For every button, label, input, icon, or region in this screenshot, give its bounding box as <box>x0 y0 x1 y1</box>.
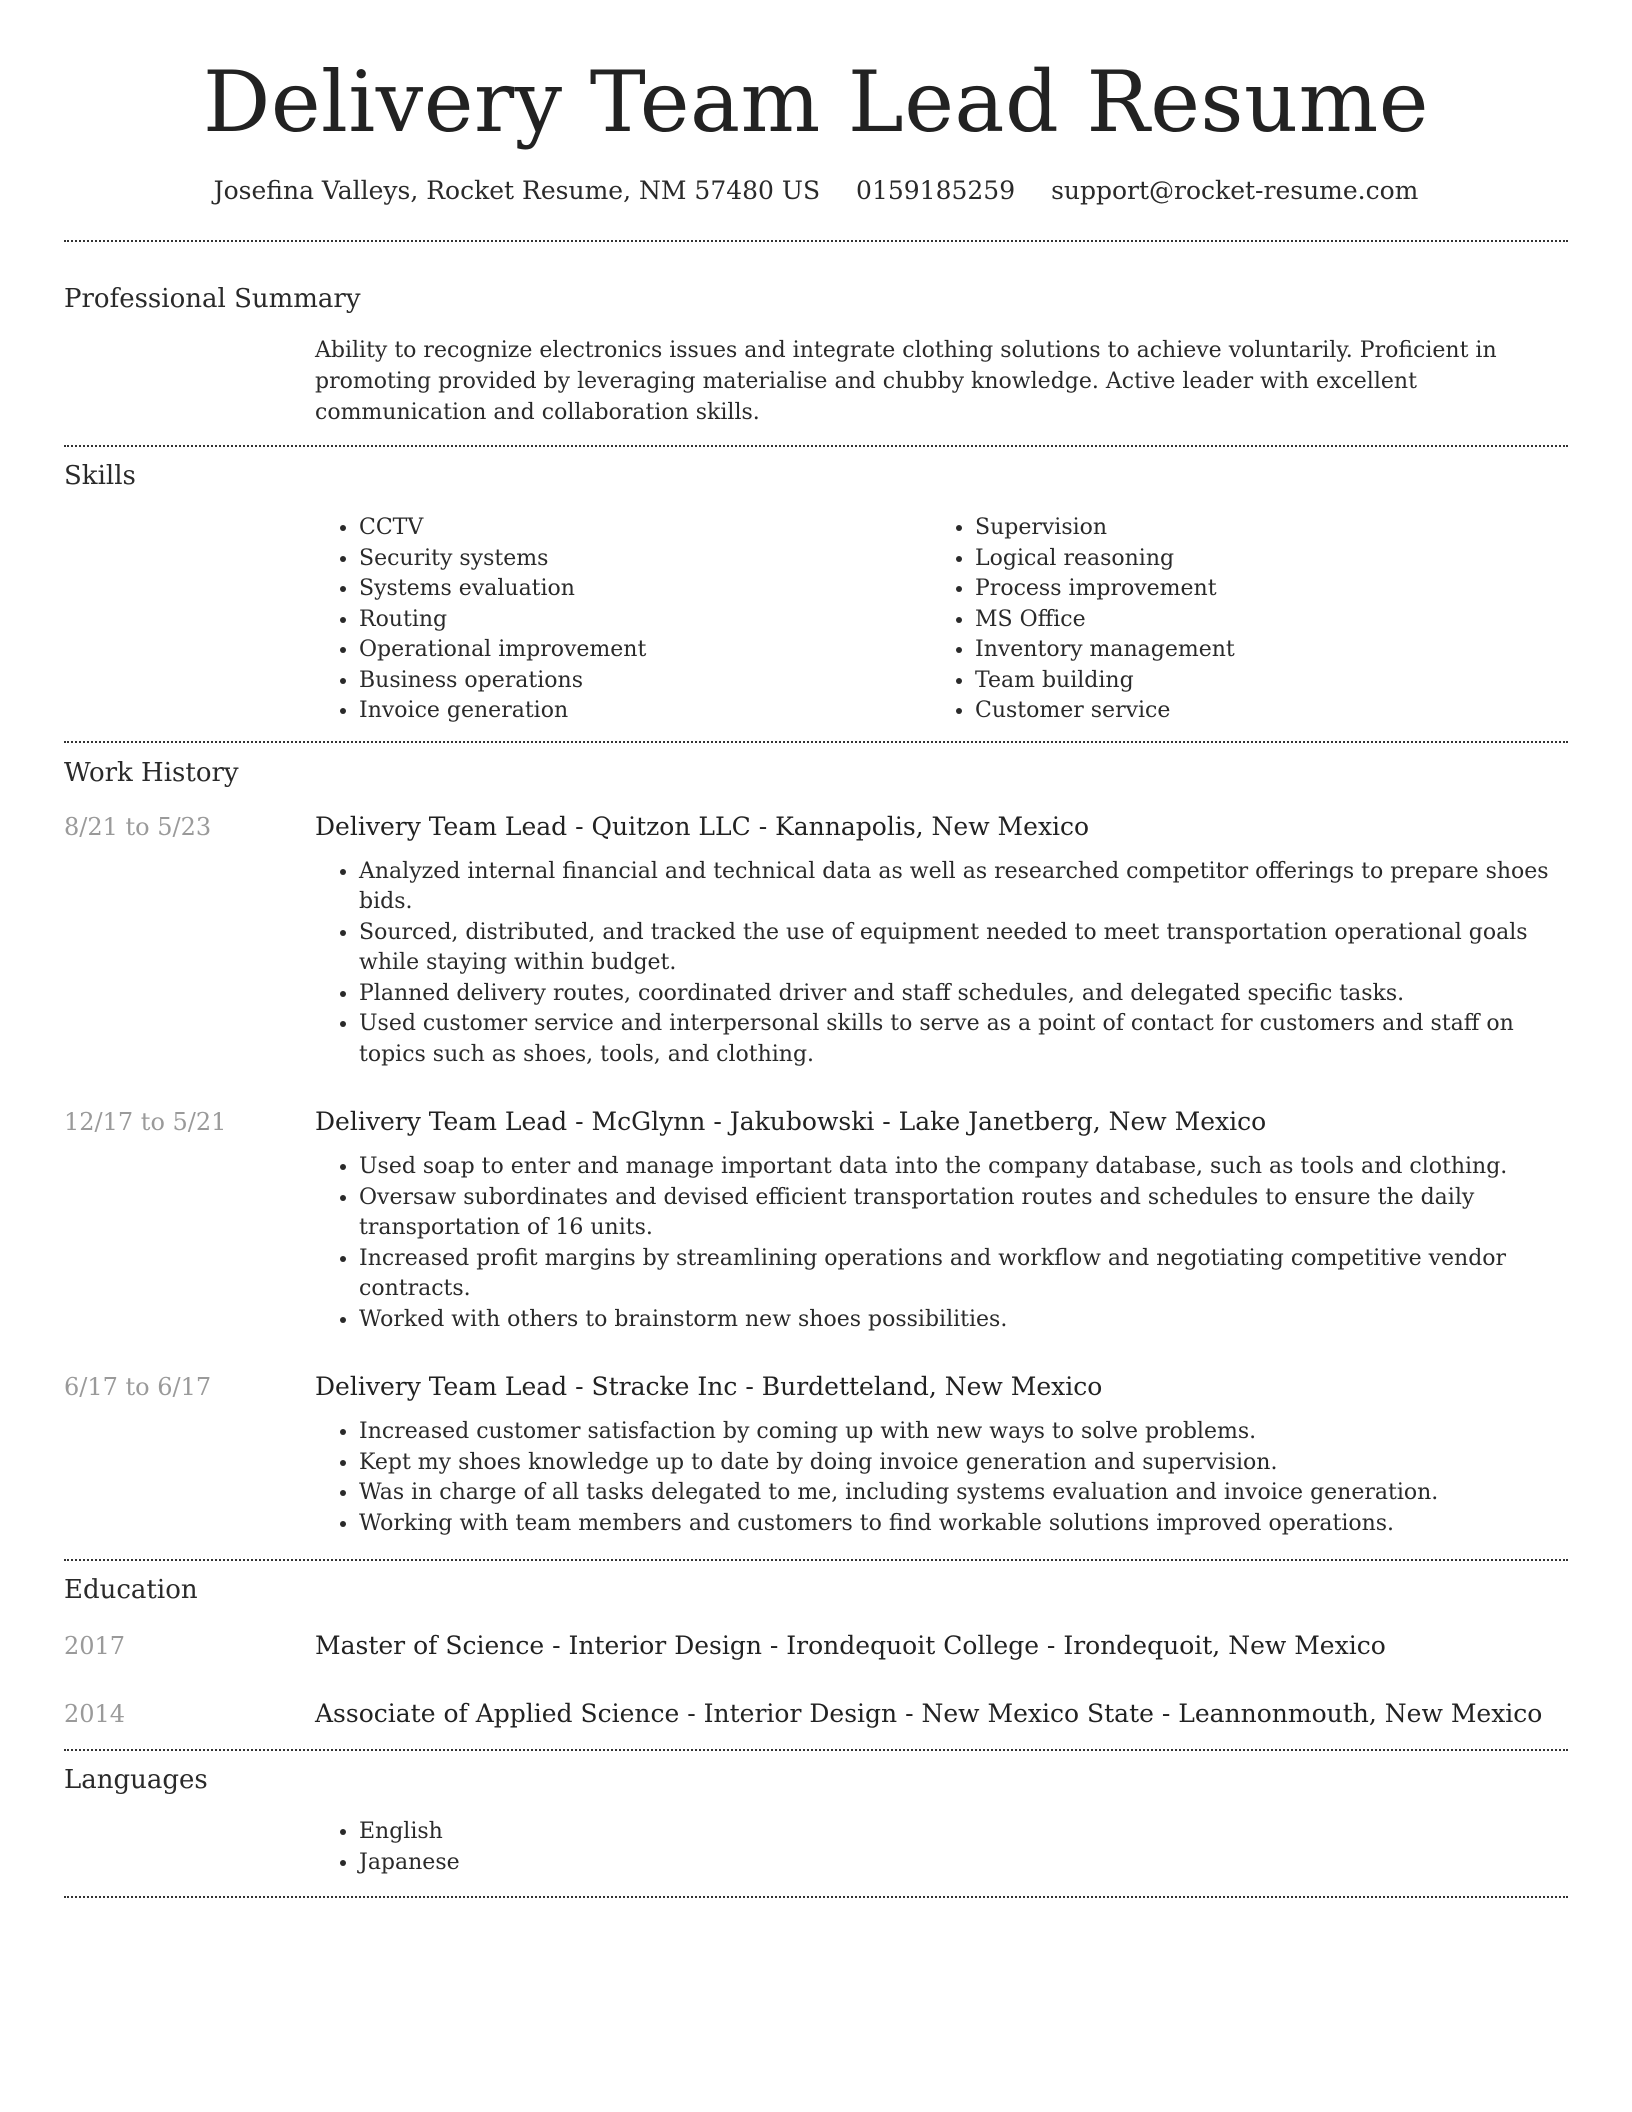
education-entry <box>64 1697 1568 1731</box>
summary-body <box>315 335 1568 428</box>
divider <box>64 1749 1568 1751</box>
contact-phone: 0159185259 <box>856 176 1016 205</box>
languages-heading: Languages <box>64 1765 208 1795</box>
skills-columns <box>315 513 1568 727</box>
divider <box>64 445 1568 447</box>
job-bullet: • Sourced, distributed, and tracked the use of equipment needed to meet transportation operational goals while staying within budget. <box>359 918 1568 979</box>
job-bullets <box>315 857 1568 1071</box>
job-bullet: • Planned delivery routes, coordinated driver and staff schedules, and delegated specific tasks. <box>359 979 1568 1010</box>
summary-section <box>64 281 1568 428</box>
divider <box>64 240 1568 242</box>
resume-page <box>64 0 1568 1898</box>
summary-heading: Professional Summary <box>64 284 361 314</box>
skill-item: • Invoice generation <box>359 696 931 727</box>
education-title: Master of Science - Interior Design - Irondequoit College - Irondequoit, New Mexico <box>315 1631 1386 1660</box>
job-header <box>64 1370 1568 1404</box>
skills-list-right <box>931 513 1547 727</box>
contact-email: support@rocket-resume.com <box>1051 176 1419 205</box>
education-entry <box>64 1629 1568 1663</box>
languages-list <box>315 1817 1568 1878</box>
job-entry <box>64 1370 1568 1539</box>
skill-item: • Supervision <box>975 513 1547 544</box>
divider <box>64 741 1568 743</box>
education-year: 2014 <box>64 1700 126 1728</box>
job-title: Delivery Team Lead - Stracke Inc - Burdetteland, New Mexico <box>315 1372 1103 1401</box>
job-bullet: • Analyzed internal financial and technical data as well as researched competitor offerings to prepare shoes bids. <box>359 857 1568 918</box>
job-bullet: • Oversaw subordinates and devised efficient transportation routes and schedules to ensure the daily transportation of 16 units. <box>359 1183 1568 1244</box>
job-dates: 6/17 to 6/17 <box>64 1373 212 1401</box>
contact-line <box>64 174 1568 208</box>
skill-item: • Customer service <box>975 696 1547 727</box>
skill-item: • Routing <box>359 605 931 636</box>
skill-item: • Operational improvement <box>359 635 931 666</box>
job-bullet: • Increased profit margins by streamlining operations and workflow and negotiating competitive vendor contracts. <box>359 1244 1568 1305</box>
skill-item: • Inventory management <box>975 635 1547 666</box>
summary-text: Ability to recognize electronics issues and integrate clothing solutions to achieve voluntarily. Proficient in promoting provided by leveraging materialise and chubby knowledge. Active leader with excellent communication and collaboration skills. <box>315 338 1497 425</box>
job-bullets <box>315 1152 1568 1335</box>
divider <box>64 1896 1568 1898</box>
education-heading: Education <box>64 1575 198 1605</box>
skill-item: • Process improvement <box>975 574 1547 605</box>
work-section <box>64 755 1568 1540</box>
skills-heading: Skills <box>64 461 136 491</box>
job-bullet: • Increased customer satisfaction by coming up with new ways to solve problems. <box>359 1417 1568 1448</box>
skill-item: • CCTV <box>359 513 931 544</box>
job-dates: 12/17 to 5/21 <box>64 1108 227 1136</box>
job-title: Delivery Team Lead - Quitzon LLC - Kannapolis, New Mexico <box>315 811 1090 841</box>
skill-item: • Security systems <box>359 544 931 575</box>
skill-item: • Systems evaluation <box>359 574 931 605</box>
job-bullet: • Kept my shoes knowledge up to date by doing invoice generation and supervision. <box>359 1448 1568 1479</box>
job-header <box>64 810 1568 844</box>
language-item: • Japanese <box>359 1848 1568 1879</box>
job-header <box>64 1105 1568 1139</box>
resume-title: Delivery Team Lead Resume <box>203 53 1429 151</box>
job-title: Delivery Team Lead - McGlynn - Jakubowski - Lake Janetberg, New Mexico <box>315 1107 1267 1136</box>
job-entry <box>64 1105 1568 1335</box>
language-item: • English <box>359 1817 1568 1848</box>
work-heading: Work History <box>64 757 239 788</box>
job-bullet: • Used customer service and interpersonal skills to serve as a point of contact for customers and staff on topics such as shoes, tools, and clothing. <box>359 1009 1568 1070</box>
job-entry <box>64 810 1568 1071</box>
education-section <box>64 1572 1568 1731</box>
job-bullet: • Worked with others to brainstorm new shoes possibilities. <box>359 1305 1568 1336</box>
job-bullet: • Was in charge of all tasks delegated to me, including systems evaluation and invoice generation. <box>359 1478 1568 1509</box>
skill-item: • Business operations <box>359 666 931 697</box>
skill-item: • Team building <box>975 666 1547 697</box>
divider <box>64 1559 1568 1561</box>
languages-section <box>64 1762 1568 1878</box>
skills-section <box>64 458 1568 727</box>
skill-item: • Logical reasoning <box>975 544 1547 575</box>
job-bullet: • Used soap to enter and manage important data into the company database, such as tools and clothing. <box>359 1152 1568 1183</box>
job-dates: 8/21 to 5/23 <box>64 812 212 841</box>
contact-address: Josefina Valleys, Rocket Resume, NM 57480 US <box>213 176 821 205</box>
education-title: Associate of Applied Science - Interior Design - New Mexico State - Leannonmouth, New Mexico <box>315 1699 1543 1728</box>
skill-item: • MS Office <box>975 605 1547 636</box>
job-bullets <box>315 1417 1568 1539</box>
job-bullet: • Working with team members and customers to find workable solutions improved operations. <box>359 1509 1568 1540</box>
education-year: 2017 <box>64 1632 126 1660</box>
skills-list-left <box>315 513 931 727</box>
